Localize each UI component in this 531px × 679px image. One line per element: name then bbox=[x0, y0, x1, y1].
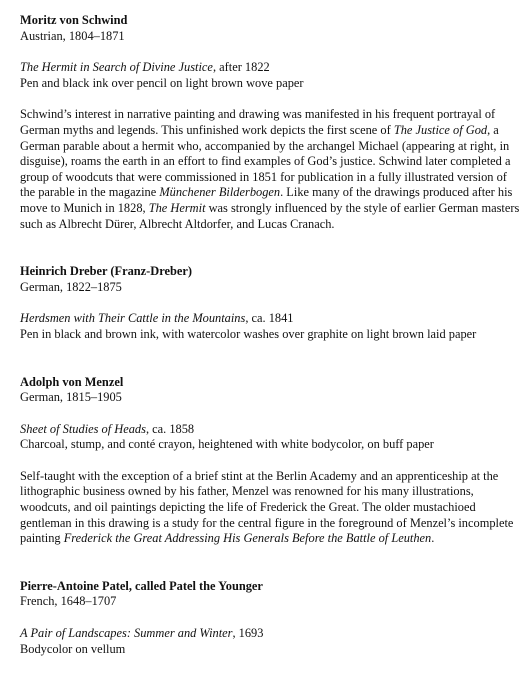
artwork-medium: Bodycolor on vellum bbox=[20, 641, 126, 656]
description-text: Schwind’s interest in narrative painting and drawing was manifested in his frequent portrayal of German myths and legends. This unfinished work depicts the first scene of bbox=[20, 107, 496, 137]
artist-bio: German, 1815–1905 bbox=[20, 390, 122, 405]
description-italic: The Hermit bbox=[148, 200, 206, 215]
artwork-title: Sheet of Studies of Heads bbox=[20, 421, 146, 436]
artwork-title-line bbox=[20, 311, 525, 327]
description-text: , a German parable about a hermit who, accompanied by the archangel Michael (appearing at right, in disguise), roams the earth in an effort to find examples of God’s justice. Schwind later completed a group of woodcuts that were commissioned in 1851 for publication in a fully illustrated version of the parable in the magazine bbox=[20, 122, 511, 200]
artwork-entry-dreber bbox=[20, 264, 525, 342]
artwork-date: , ca. 1858 bbox=[145, 421, 195, 436]
entry-spacer bbox=[20, 232, 525, 264]
artist-name: Heinrich Dreber (Franz-Dreber) bbox=[20, 264, 193, 279]
description-text: was strongly influenced by the style of earlier German masters such as Albrecht Dürer, Albrecht Altdorfer, and Lucas Cranach. bbox=[20, 200, 520, 231]
artwork-entry-menzel bbox=[20, 375, 525, 547]
artwork-title: The Hermit in Search of Divine Justice bbox=[20, 60, 213, 75]
artwork-description bbox=[20, 469, 525, 547]
artwork-description bbox=[20, 107, 525, 232]
entry-spacer bbox=[20, 343, 525, 375]
artwork-title: Herdsmen with Their Cattle in the Mountains bbox=[20, 311, 246, 326]
artist-bio: German, 1822–1875 bbox=[20, 279, 122, 294]
artist-name: Moritz von Schwind bbox=[20, 13, 128, 27]
artwork-medium: Pen in black and brown ink, with watercolor washes over graphite on light brown laid paper bbox=[20, 326, 477, 341]
artwork-title: A Pair of Landscapes: Summer and Winter bbox=[20, 626, 233, 641]
description-italic: Frederick the Great Addressing His Generals Before the Battle of Leuthen bbox=[63, 531, 432, 546]
artwork-date: , after 1822 bbox=[212, 60, 270, 75]
artwork-date: , ca. 1841 bbox=[245, 311, 294, 326]
artwork-title-line bbox=[20, 626, 525, 642]
artist-name: Adolph von Menzel bbox=[20, 374, 124, 389]
artwork-entry-schwind bbox=[20, 13, 525, 232]
document-page bbox=[20, 13, 525, 657]
artist-bio: Austrian, 1804–1871 bbox=[20, 28, 125, 43]
description-text: Self-taught with the exception of a brief stint at the Berlin Academy and an apprenticeship at the lithographic business owned by his father, Menzel was renowned for his many illustrations, woodcuts, and oil paintings depicting the life of Frederick the Great. The older mustachioed gentleman in this drawing is a study for the central figure in the foreground of Menzel’s incomplete painting bbox=[20, 468, 514, 546]
description-text: . bbox=[431, 531, 435, 546]
entry-spacer bbox=[20, 547, 525, 579]
artwork-medium: Pen and black ink over pencil on light brown wove paper bbox=[20, 75, 304, 90]
artist-bio: French, 1648–1707 bbox=[20, 594, 117, 609]
artwork-title-line bbox=[20, 422, 525, 438]
description-italic: Münchener Bilderbogen bbox=[159, 185, 281, 200]
description-italic: The Justice of God bbox=[393, 122, 488, 137]
artwork-entry-patel bbox=[20, 579, 525, 657]
description-text: . Like many of the drawings produced after his move to Munich in 1828, bbox=[20, 185, 513, 215]
artwork-title-line bbox=[20, 60, 525, 76]
artwork-date: , 1693 bbox=[232, 626, 264, 641]
artist-name: Pierre-Antoine Patel, called Patel the Younger bbox=[20, 578, 263, 593]
artwork-medium: Charcoal, stump, and conté crayon, heightened with white bodycolor, on buff paper bbox=[20, 437, 434, 452]
